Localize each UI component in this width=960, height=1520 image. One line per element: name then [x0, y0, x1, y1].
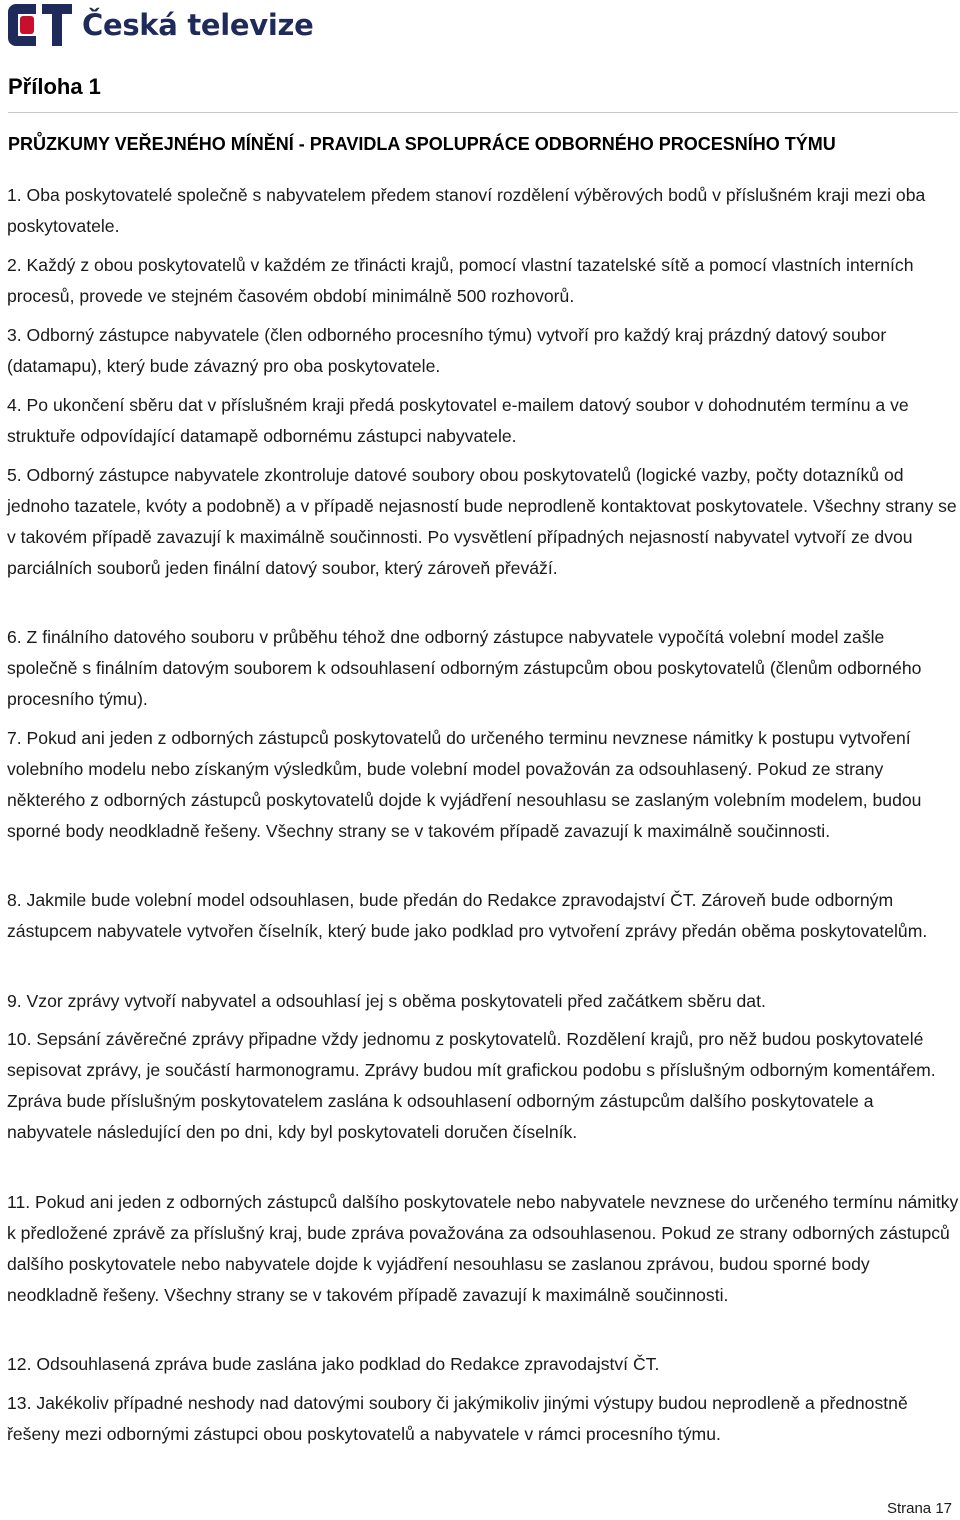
rule-item-1: 1. Oba poskytovatelé společně s nabyvatelem předem stanoví rozdělení výběrových bodů v příslušném kraji mezi oba poskytovatele.	[7, 185, 926, 236]
rule-item-7: 7. Pokud ani jeden z odborných zástupců poskytovatelů do určeného terminu nevznese námitky k postupu vytvoření volebního modelu nebo získaným výsledkům, bude volební model považován za odsouhlasený. Pokud ze strany některého z odborných zástupců poskytovatelů dojde k vyjádření nesouhlasu se zaslaným volebním modelem, budou sporné body neodkladně řešeny. Všechny strany se v takovém případě zavazují k maximálně součinnosti.	[7, 728, 922, 841]
rule-item-3: 3. Odborný zástupce nabyvatele (člen odborného procesního týmu) vytvoří pro každý kraj prázdný datový soubor (datamapu), který bude závazný pro oba poskytovatele.	[7, 325, 887, 376]
title-divider	[8, 112, 958, 113]
page-number: Strana 17	[886, 1500, 952, 1517]
ceska-televize-logo	[6, 2, 314, 48]
rule-item-10: 10. Sepsání závěrečné zprávy připadne vždy jednomu z poskytovatelů. Rozdělení krajů, pro něž budou poskytovatelé sepisovat zprávy, je součástí harmonogramu. Zprávy budou mít grafickou podobu s příslušným odborným komentářem. Zpráva bude příslušným poskytovatelem zaslána k odsouhlasení odborným zástupcům dalšího poskytovatele a nabyvatele následující den po dni, kdy byl poskytovateli doručen číselník.	[7, 1029, 936, 1142]
rule-item-5: 5. Odborný zástupce nabyvatele zkontroluje datové soubory obou poskytovatelů (logické vazby, počty dotazníků od jednoho tazatele, kvóty a podobně) a v případě nejasností bude neprodleně kontaktovat poskytovatele. Všechny strany se v takovém případě zavazují k maximálně součinnosti. Po vysvětlení případných nejasností nabyvatel vytvoří ze dvou parciálních souborů jeden finální datový soubor, který zároveň převáží.	[7, 465, 957, 578]
rule-item-13: 13. Jakékoliv případné neshody nad datovými soubory či jakýmikoliv jinými výstupy budou neprodleně a přednostně řešeny mezi odbornými zástupci obou poskytovatelů a nabyvatele v rámci procesního týmu.	[7, 1393, 908, 1444]
rule-item-6: 6. Z finálního datového souboru v průběhu téhož dne odborný zástupce nabyvatele vypočítá volební model zašle společně s finálním datovým souborem k odsouhlasení odborným zástupcům obou poskytovatelů (členům odborného procesního týmu).	[7, 627, 922, 709]
brand-name: Česká televize	[82, 8, 314, 42]
annex-title: Příloha 1	[8, 74, 101, 99]
rule-item-2: 2. Každý z obou poskytovatelů v každém ze třinácti krajů, pomocí vlastní tazatelské sítě a pomocí vlastních interních procesů, provede ve stejném časovém období minimálně 500 rozhovorů.	[7, 255, 914, 306]
rule-item-8: 8. Jakmile bude volební model odsouhlasen, bude předán do Redakce zpravodajství ČT. Zároveň bude odborným zástupcem nabyvatele vytvořen číselník, který bude jako podklad pro vytvoření zprávy předán oběma poskytovatelům.	[7, 890, 928, 941]
ct-logo-icon	[6, 2, 74, 48]
rule-item-12: 12. Odsouhlasená zpráva bude zaslána jako podklad do Redakce zpravodajství ČT.	[7, 1354, 660, 1374]
rule-item-4: 4. Po ukončení sběru dat v příslušném kraji předá poskytovatel e-mailem datový soubor v dohodnutém termínu a ve struktuře odpovídající datamapě odbornému zástupci nabyvatele.	[7, 395, 909, 446]
rule-item-11: 11. Pokud ani jeden z odborných zástupců dalšího poskytovatele nebo nabyvatele nevznese do určeného termínu námitky k předložené zprávě za příslušný kraj, bude zpráva považována za odsouhlasenou. Pokud ze strany odborných zástupců dalšího poskytovatele nebo nabyvatele dojde k vyjádření nesouhlasu se zaslanou zprávou, budou sporné body neodkladně řešeny. Všechny strany se v takovém případě zavazují k maximálně součinnosti.	[7, 1192, 959, 1305]
section-heading: PRŮZKUMY VEŘEJNÉHO MÍNĚNÍ - PRAVIDLA SPOLUPRÁCE ODBORNÉHO PROCESNÍHO TÝMU	[8, 134, 836, 154]
rule-item-9: 9. Vzor zprávy vytvoří nabyvatel a odsouhlasí jej s oběma poskytovateli před začátkem sběru dat.	[7, 991, 766, 1011]
